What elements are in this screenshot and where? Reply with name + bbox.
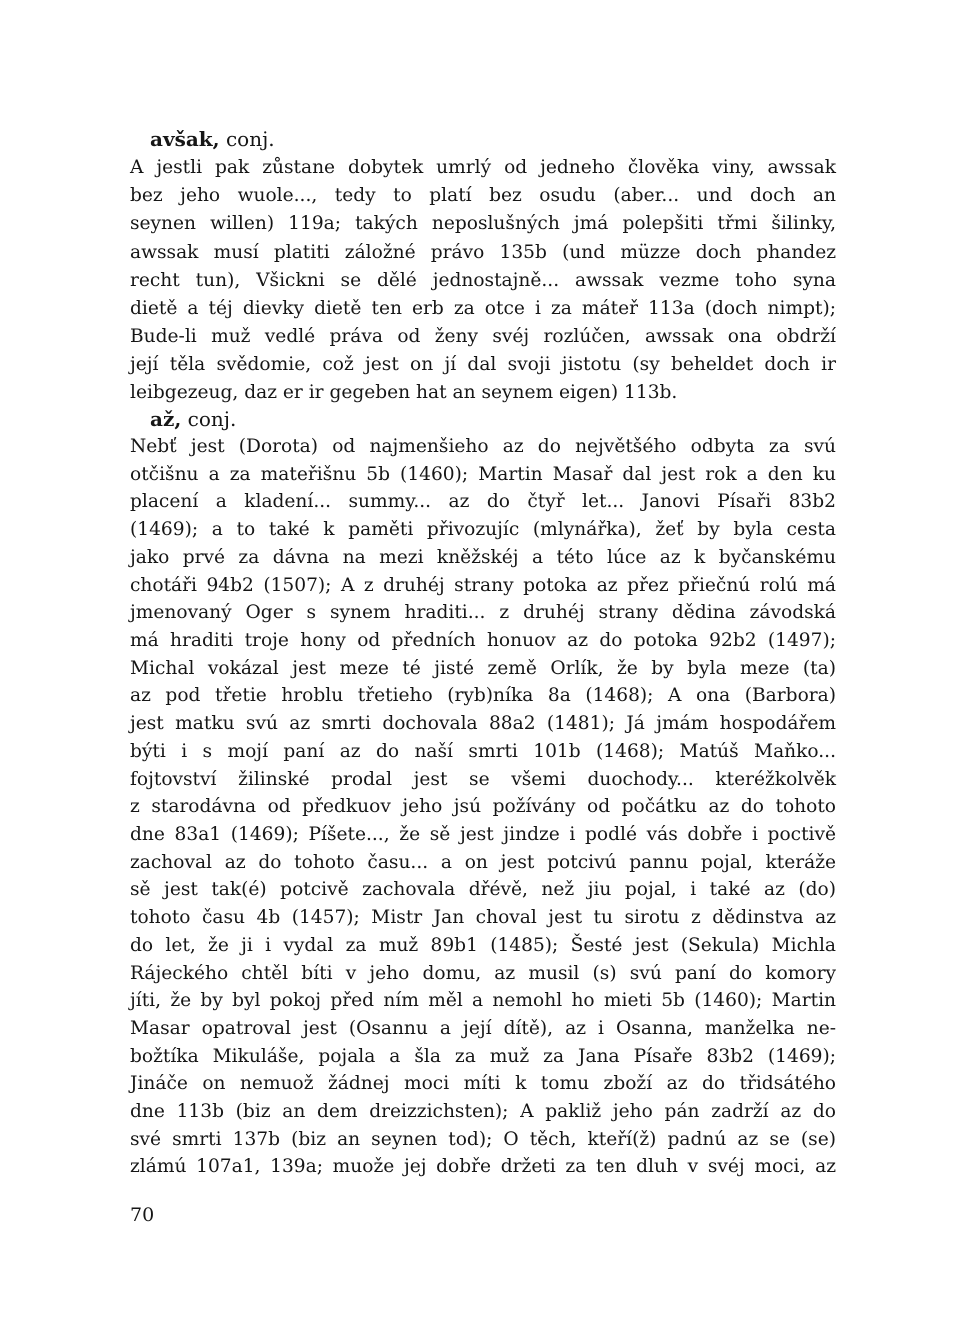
entry-text-line: chotáři 94b2 (1507); A z druhéj strany potoka az přez přiečnú rolú má	[130, 575, 836, 596]
entry-text-line: Nebť jest (Dorota) od najmenšieho az do největšého odbyta za svú	[130, 436, 836, 457]
entry-text-line: dne 83a1 (1469); Píšete..., že sě jest jindze i podlé vás dobře i poctivě	[130, 824, 836, 845]
entry-text-line: Bude-li muž vedlé práva od ženy svéj rozlúčen, awssak ona obdrží	[130, 326, 836, 347]
entry-text-line: az pod třetie hroblu třetieho (ryb)níka 8a (1468); A ona (Barbora)	[130, 685, 836, 706]
headword-az: až,	[150, 407, 182, 431]
entry-text-line: (1469); a to také k paměti přivozujíc (mlynářka), žeť by byla cesta	[130, 519, 836, 540]
entry-text-line: jmenovaný Oger s synem hraditi... z druhéj strany dědina závodská	[130, 602, 836, 623]
entry-text-line: dietě a téj dievky dietě ten erb za otce i za máteř 113a (doch nimpt);	[130, 298, 836, 319]
entry-text-line: býti i s mojí paní az do naší smrti 101b (1468); Matúš Maňko...	[130, 741, 836, 762]
entry-text-line: má hraditi troje hony od předních honuov az do potoka 92b2 (1497);	[130, 630, 836, 651]
headword-avsak: avšak,	[150, 127, 220, 151]
entry-text-line: své smrti 137b (biz an seynen tod); O těch, kteří(ž) padnú az se (se)	[130, 1129, 836, 1150]
page-number: 70	[130, 1204, 155, 1226]
entry-heading-avsak	[150, 126, 275, 152]
entry-text-line: recht tun), Všickni se dělé jednostajně... awssak vezme toho syna	[130, 270, 836, 291]
entry-text-line: do let, že ji i vydal za muž 89b1 (1485); Šesté jest (Sekula) Michla	[130, 935, 836, 956]
entry-text-line: bez jeho wuole..., tedy to platí bez osudu (aber... und doch an	[130, 185, 836, 206]
entry-text-line: zlámú 107a1, 139a; muože jej dobře držeti za ten dluh v svéj moci, az	[130, 1156, 836, 1177]
entry-text-line: sě jest tak(é) potcivě zachovala dřévě, než jiu pojal, i také az (do)	[130, 879, 836, 900]
entry-heading-az	[150, 406, 236, 432]
entry-text-line: Michal vokázal jest meze té jisté země Orlík, že by byla meze (ta)	[130, 658, 836, 679]
entry-text-line: Rájeckého chtěl bíti v jeho domu, az musil (s) svú paní do komory	[130, 963, 836, 984]
entry-text-line: A jestli pak zůstane dobytek umrlý od jedneho člověka viny, awssak	[130, 157, 836, 178]
entry-text-line: leibgezeug, daz er ir gegeben hat an seynem eigen) 113b.	[130, 382, 678, 403]
entry-text-line: jako prvé za dávna na mezi kněžskéj a této lúce az k byčanskému	[130, 547, 836, 568]
entry-text-line: tohoto času 4b (1457); Mistr Jan choval jest tu sirotu z dědinstva az	[130, 907, 836, 928]
entry-text-line: z starodávna od předkuov jeho jsú požívány od počátku az do tohoto	[130, 796, 836, 817]
entry-text-line: jest matku svú az smrti dochovala 88a2 (1481); Já jmám hospodářem	[130, 713, 836, 734]
entry-text-line: Masar opatroval jest (Osannu a její dítě), az i Osanna, manželka ne-	[130, 1018, 836, 1039]
entry-text-line: fojtovství žilinské prodal jest se všemi duochody... kteréžkolvěk	[130, 769, 836, 790]
entry-text-line: její těla svědomie, což jest on jí dal svoji jistotu (sy beheldet doch ir	[130, 354, 836, 375]
entry-text-line: otčišnu a za mateřišnu 5b (1460); Martin Masař dal jest rok a den ku	[130, 464, 836, 485]
entry-text-line: božtíka Mikuláše, pojala a šla za muž za Jana Písaře 83b2 (1469);	[130, 1046, 836, 1067]
pos-label: conj.	[187, 407, 237, 431]
entry-text-line: zachoval az do tohoto času... a on jest potcivú pannu pojal, kteráže	[130, 852, 836, 873]
entry-text-line: Jináče on nemuož žádnej moci míti k tomu zboží az do třidsátého	[130, 1073, 836, 1094]
entry-text-line: seynen willen) 119a; takých neposlušných jmá polepšiti třmi šilinky,	[130, 213, 836, 234]
entry-text-line: placení a kladení... summy... az do čtyř let... Janovi Písaři 83b2	[130, 491, 836, 512]
entry-text-line: dne 113b (biz an dem dreizzichsten); A pakliž jeho pán zadrží az do	[130, 1101, 836, 1122]
entry-text-line: awssak musí platiti záložné právo 135b (und müzze doch phandez	[130, 242, 836, 263]
entry-text-line: jíti, že by byl pokoj před ním měl a nemohl ho mieti 5b (1460); Martin	[130, 990, 836, 1011]
pos-label: conj.	[225, 127, 275, 151]
